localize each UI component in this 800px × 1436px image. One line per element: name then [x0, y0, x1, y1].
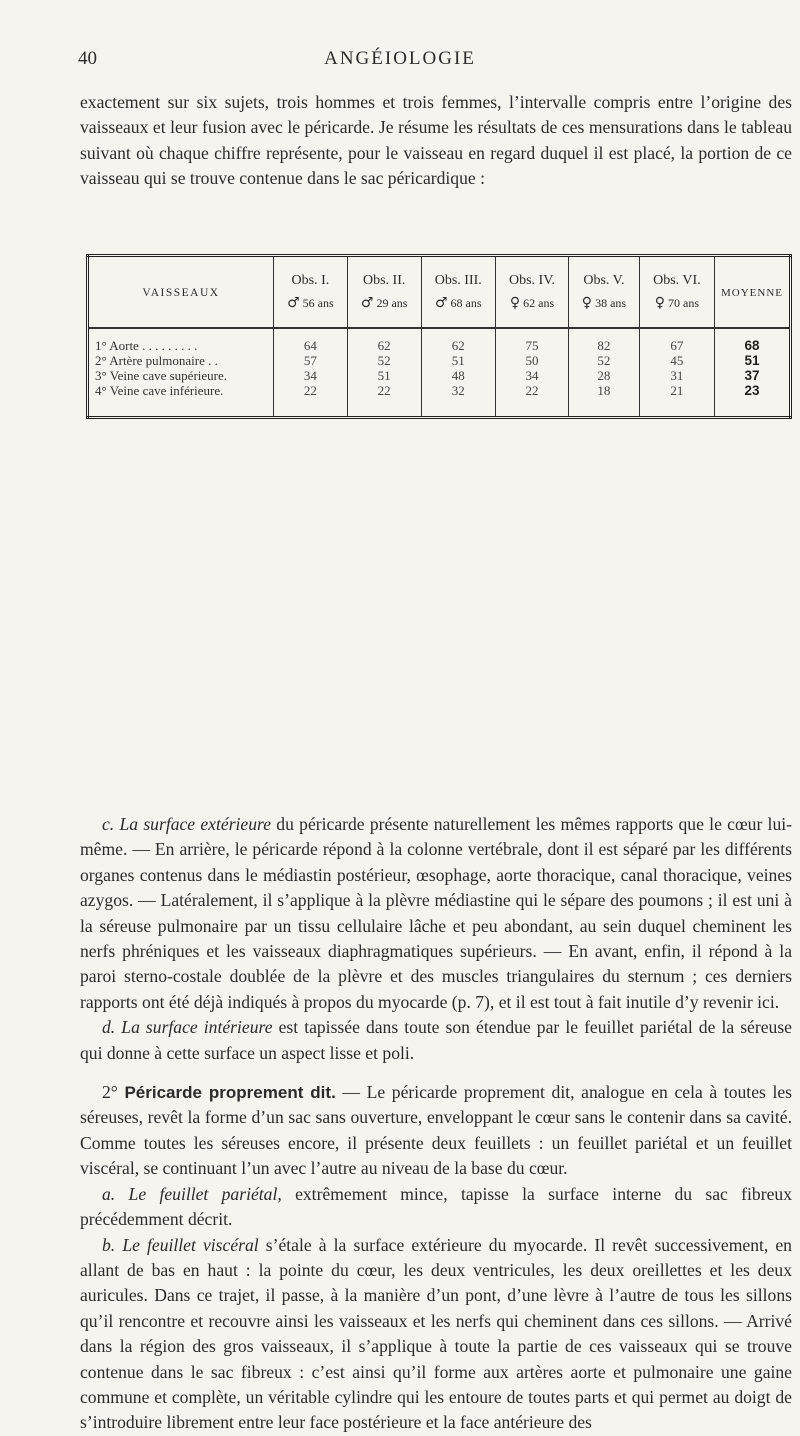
section-heading: Péricarde proprement dit. — [124, 1083, 336, 1103]
vessel-label: 4° Veine cave inférieure. — [95, 383, 224, 398]
term-surface-interieure: La surface intérieure — [121, 1017, 273, 1038]
term-surface-exterieure: La surface extérieure — [119, 814, 272, 834]
mean-cell: 68 — [715, 328, 791, 353]
table-cell: 34 — [495, 368, 568, 383]
obs-header: Obs. VI. ♀ 70 ans — [639, 256, 714, 329]
table-cell: 52 — [347, 353, 421, 368]
table-row — [88, 328, 791, 353]
table-cell: 62 — [421, 328, 495, 353]
table-cell: 57 — [274, 353, 348, 368]
page-number: 40 — [78, 48, 97, 69]
mean-cell: 51 — [715, 353, 791, 368]
table-cell: 45 — [639, 353, 714, 368]
table-cell: 48 — [421, 368, 495, 383]
vessel-label: 2° Artère pulmonaire . . — [95, 353, 218, 368]
table-cell: 75 — [495, 328, 568, 353]
table-cell: 67 — [639, 328, 714, 353]
female-symbol-icon: ♀ — [654, 295, 666, 311]
table-cell: 51 — [421, 353, 495, 368]
vessel-column-header: VAISSEAUX — [88, 256, 274, 329]
table-cell: 22 — [495, 383, 568, 418]
obs-header: Obs. II. ♂ 29 ans — [347, 256, 421, 329]
page-header — [0, 48, 800, 78]
table-cell: 34 — [274, 368, 348, 383]
table-cell: 18 — [569, 383, 640, 418]
table-cell: 22 — [347, 383, 421, 418]
table-cell: 22 — [274, 383, 348, 418]
body-text — [80, 812, 792, 1436]
male-symbol-icon: ♂ — [360, 295, 374, 311]
table-cell: 64 — [274, 328, 348, 353]
table-row — [88, 353, 791, 368]
table-row — [88, 368, 791, 383]
table-cell: 28 — [569, 368, 640, 383]
obs-header: Obs. IV. ♀ 62 ans — [495, 256, 568, 329]
vessel-label: 3° Veine cave supérieure. — [95, 368, 228, 383]
table-cell: 31 — [639, 368, 714, 383]
table-cell: 52 — [569, 353, 640, 368]
table-cell: 32 — [421, 383, 495, 418]
paragraph-c: c. La surface extérieure du péricarde présente naturellement les mêmes rapports que le cœur lui-même. — En arrière, le péricarde répond à la colonne vertébrale, dont il est séparé par les différents organes contenus dans le médiastin postérieur, œsophage, aorte thoracique, canal thoracique, veines azygos. — Latéralement, il s’applique à la plèvre médiastine qui le sépare des poumons ; il est uni à la séreuse pulmonaire par un tissu cellulaire lâche et peu abondant, au sein duquel cheminent les nerfs phréniques et les vaisseaux diaphragmatiques supérieurs. — En avant, enfin, il répond à la paroi sterno-costale doublée de la plèvre et des muscles triangulaires du sternum ; ces derniers rapports ont été déjà indiqués à propos du myocarde (p. 7), et il est tout à fait inutile d’y revenir ici. — [80, 814, 792, 1012]
table-cell: 82 — [569, 328, 640, 353]
table-header-row — [88, 256, 791, 329]
table-cell: 50 — [495, 353, 568, 368]
table-row — [88, 383, 791, 418]
female-symbol-icon: ♀ — [581, 295, 593, 311]
mean-cell: 23 — [715, 383, 791, 418]
paragraph-a: a. Le feuillet pariétal, extrêmement mince, tapisse la surface interne du sac fibreux précédemment décrit. — [80, 1183, 792, 1230]
table-cell: 62 — [347, 328, 421, 353]
running-title: ANGÉIOLOGIE — [324, 48, 476, 69]
intro-paragraph: exactement sur six sujets, trois hommes et trois femmes, l’intervalle compris entre l’origine des vaisseaux et leur fusion avec le péricarde. Je résume les résultats de ces mensurations dans le tableau suivant où chaque chiffre représente, pour le vaisseau en regard duquel il est placé, la portion de ce vaisseau qui se trouve contenue dans le sac péricardique : — [80, 92, 792, 189]
mean-cell: 37 — [715, 368, 791, 383]
obs-header: Obs. V. ♀ 38 ans — [569, 256, 640, 329]
measurement-table — [86, 254, 792, 419]
intro-text — [80, 90, 792, 192]
obs-header: Obs. III. ♂ 68 ans — [421, 256, 495, 329]
male-symbol-icon: ♂ — [434, 295, 448, 311]
female-symbol-icon: ♀ — [509, 295, 521, 311]
mean-column-header: MOYENNE — [715, 256, 791, 329]
male-symbol-icon: ♂ — [287, 295, 300, 311]
obs-header: Obs. I. ♂ 56 ans — [274, 256, 348, 329]
paragraph-b: b. Le feuillet viscéral s’étale à la surface extérieure du myocarde. Il revêt successivement, en allant de bas en haut : la pointe du cœur, les deux ventricules, les deux oreillettes et les deux auricules. Dans ce trajet, il passe, à la manière d’un pont, d’une lèvre à l’autre de tous les sillons qu’il rencontre et recouvre ainsi les vaisseaux et les nerfs qui cheminent dans ces sillons. — Arrivé dans la région des gros vaisseaux, il s’applique à toute la partie de ces vaisseaux qui se trouve contenue dans le sac fibreux : c’est ainsi qu’il forme aux artères aorte et pulmonaire une gaine commune et complète, un véritable cylindre qui les entoure de toutes parts et qui permet au doigt de s’introduire librement entre leur face postérieure et la face antérieure des — [80, 1234, 792, 1433]
paragraph-d: d. La surface intérieure est tapissée dans toute son étendue par le feuillet pariétal de la séreuse qui donne à cette surface un aspect lisse et poli. — [80, 1017, 792, 1063]
table-cell: 51 — [347, 368, 421, 383]
term-feuillet-parietal: Le feuillet pariétal, — [128, 1183, 282, 1204]
table-cell: 21 — [639, 383, 714, 418]
term-feuillet-visceral: Le feuillet viscéral — [122, 1234, 259, 1255]
paragraph-section-2: 2° Péricarde proprement dit. — Le péricarde proprement dit, analogue en cela à toutes les séreuses, revêt la forme d’un sac sans ouverture, enveloppant le cœur sans le contenir dans sa cavité. Comme toutes les séreuses encore, il présente deux feuillets : un feuillet pariétal et un feuillet viscéral, se continuant l’un avec l’autre au niveau de la base du cœur. — [80, 1082, 793, 1179]
vessel-label: 1° Aorte . . . . . . . . . — [95, 338, 198, 353]
